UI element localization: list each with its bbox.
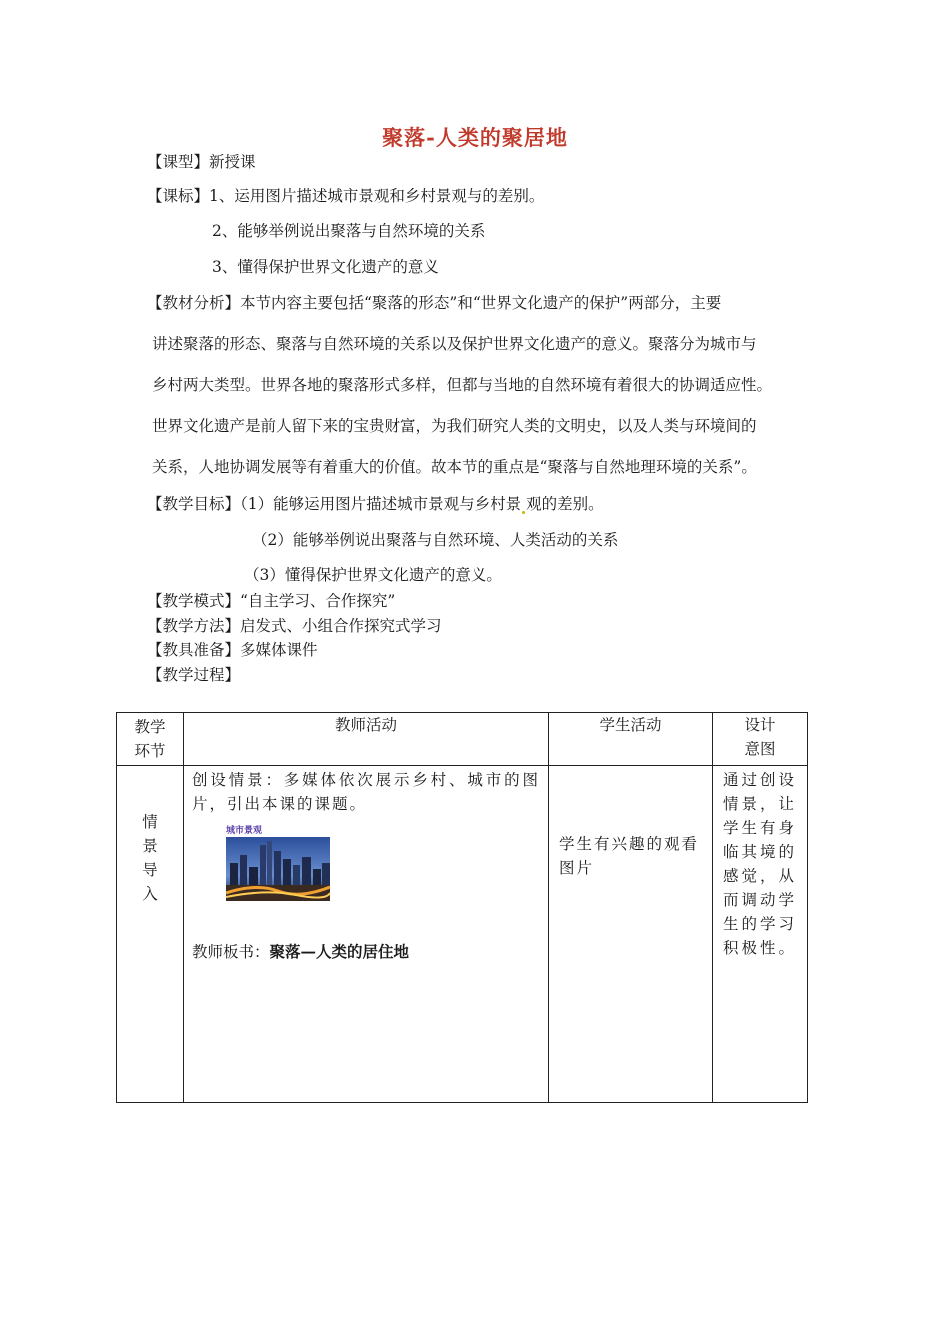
standards-item-1: 1、运用图片描述城市景观和乡村景观与的差别。 [209,187,545,205]
lesson-type: 【课型】新授课 [147,153,256,171]
header-stage [117,713,184,766]
teaching-tools: 【教具准备】多媒体课件 [147,641,318,659]
teaching-method: 【教学方法】启发式、小组合作探究式学习 [147,617,442,635]
teaching-mode: 【教学模式】“自主学习、合作探究” [147,592,396,610]
standards-label: 【课标】 [147,187,210,205]
header-stage-line-1: 教学 [134,718,166,736]
goal-1-text-b: 观的差别。 [526,495,604,513]
standards-item-3: 3、懂得保护世界文化遗产的意义 [212,258,439,276]
goal-1-text-a: 【教学目标】（1）能够运用图片描述城市景观与乡村景 [147,495,522,513]
goal-2: （2）能够举例说出聚落与自然环境、人类活动的关系 [252,531,619,549]
city-landscape-image [226,826,336,902]
image-caption: 城市景观 [226,826,263,836]
standards-item-2: 2、能够举例说出聚落与自然环境的关系 [212,222,486,240]
board-label: 教师板书： [192,943,270,961]
stage-char: 入 [142,885,158,903]
design-intent-text: 通过创设情景，让学生有身临其境的感觉，从而调动学生的学习积极性。 [723,771,798,957]
lesson-table [116,712,808,1103]
header-intent [713,713,808,766]
teaching-process: 【教学过程】 [147,666,241,684]
analysis-line-1: 【教材分析】本节内容主要包括“聚落的形态”和“世界文化遗产的保护”两部分，主要 [147,294,722,312]
header-stage-line-2: 环节 [134,742,166,760]
goal-3: （3）懂得保护世界文化遗产的意义。 [244,566,502,584]
stage-char: 导 [142,861,158,879]
stage-char: 景 [142,837,158,855]
design-intent-cell [713,766,808,1103]
analysis-line-4: 世界文化遗产是前人留下来的宝贵财富，为我们研究人类的文明史，以及人类与环境间的 [152,417,757,435]
board-title: 聚落—人类的居住地 [269,942,410,961]
table-header-row [117,713,808,766]
table-row [117,766,808,1103]
student-activity-text: 学生有兴趣的观看图片 [559,835,700,877]
standards [147,186,544,206]
header-teacher-label: 教师活动 [334,716,397,734]
header-intent-line-1: 设计 [744,716,776,734]
city-skyline-picture [226,837,330,901]
header-student-label: 学生活动 [599,716,662,734]
student-activity-cell [549,766,713,1103]
board-writing [192,940,540,964]
analysis-line-5: 关系，人地协调发展等有着重大的价值。故本节的重点是“聚落与自然地理环境的关系”。 [152,458,757,476]
page-title: 聚落-人类的聚居地 [382,125,568,150]
stage-cell [117,766,184,1103]
teacher-activity-text: 创设情景：多媒体依次展示乡村、城市的图片，引出本课的课题。 [192,771,540,813]
header-intent-line-2: 意图 [744,740,776,758]
ink-dot [522,511,525,514]
goal-1 [147,494,604,514]
header-student [549,713,713,766]
stage-char: 情 [142,813,158,831]
analysis-line-3: 乡村两大类型。世界各地的聚落形式多样，但都与当地的自然环境有着很大的协调适应性。 [152,376,773,394]
teacher-activity-cell [184,766,549,1103]
analysis-line-2: 讲述聚落的形态、聚落与自然环境的关系以及保护世界文化遗产的意义。聚落分为城市与 [152,335,757,353]
header-teacher [184,713,549,766]
